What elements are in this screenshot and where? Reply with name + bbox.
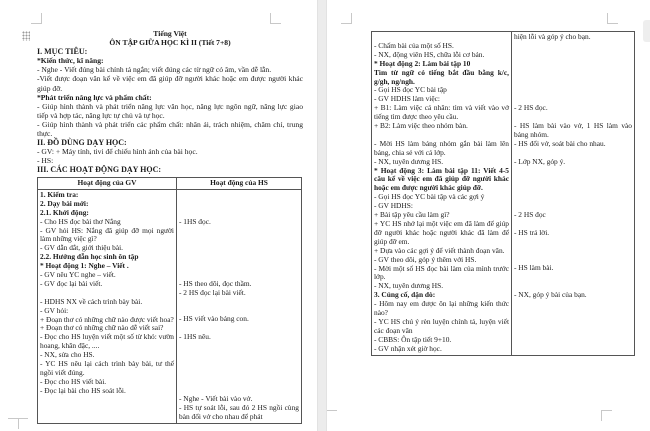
activity-line: + Đoạn thơ có những chữ nào được viết hoa? <box>40 314 174 324</box>
blank-line <box>514 184 632 193</box>
subject-title: Tiếng Việt <box>153 29 187 38</box>
activity-line: - Đọc cho HS viết bài. <box>40 376 107 386</box>
activity-line: + Bài tập yêu cầu làm gì? <box>374 210 450 220</box>
activity-line: - GV HDHS làm việc: <box>374 94 440 104</box>
section-heading: III. CÁC HOẠT ĐỘNG DẠY HỌC: <box>37 165 162 175</box>
activity-line: - GV theo dõi, góp ý thêm với HS. <box>374 254 477 264</box>
blank-line <box>179 244 299 253</box>
blank-line <box>179 298 299 307</box>
paragraph: - GV: + Máy tính, tivi để chiếu hình ảnh của bài học. <box>37 147 198 157</box>
blank-line <box>514 60 632 69</box>
margin-corner-mark <box>607 13 618 24</box>
activity-line: + Dựa vào các gợi ý để viết thành đoạn văn. <box>374 245 505 255</box>
scrollbar[interactable] <box>643 20 650 42</box>
activity-line: - Chấm bài của một số HS. <box>374 40 454 50</box>
blank-line <box>514 273 632 282</box>
student-activities-cell[interactable] <box>177 189 302 423</box>
margin-corner-mark <box>270 13 281 24</box>
paragraph: - Giúp hình thành và phát triển các phẩm chất: nhân ái, trách nhiệm, chăm chỉ, trung thực. <box>37 119 303 139</box>
activity-line: - CBBS: Ôn tập tiết 9+10. <box>374 334 452 344</box>
activity-line: - YC HS chú ý rèn luyện chính tả, luyện viết các đoạn văn <box>374 316 509 335</box>
section-heading: I. MỤC TIÊU: <box>37 47 88 57</box>
drag-handle-icon[interactable] <box>22 31 30 41</box>
margin-corner-mark <box>18 418 28 429</box>
blank-line <box>179 253 299 262</box>
activity-line: - GV đọc lại bài viết. <box>40 278 103 288</box>
blank-line <box>179 342 299 351</box>
activities-table-continued <box>371 31 635 356</box>
activity-line: - 2 HS đọc lại bài viết. <box>179 287 246 297</box>
activity-line: + B2: Làm việc theo nhóm bàn. <box>374 121 468 131</box>
activity-line: + Đoạn thơ có những chữ nào dễ viết sai? <box>40 323 164 333</box>
activity-line: - 2 HS đọc <box>514 209 546 219</box>
activity-line: - Mời HS làm bảng nhóm gắn bài làm lên bảng, chia sẻ với cả lớp. <box>374 138 509 157</box>
activity-line: - Lớp NX, góp ý. <box>514 156 566 166</box>
activity-line: - Mời một số HS đọc bài làm của mình trước lớp. <box>374 263 509 282</box>
activity-line: - GV nhận xét giờ học. <box>374 343 442 353</box>
blank-line <box>514 86 632 95</box>
activity-line: - Hôm nay em được ôn lại những kiến thức nào? <box>374 299 509 318</box>
margin-corner-mark <box>31 13 42 24</box>
activity-line: - Đọc lại bài cho HS soát lỗi. <box>40 385 126 395</box>
blank-line <box>179 235 299 244</box>
activity-line: - HS tự soát lỗi, sau đó 2 HS ngồi cùng bàn đổi vở cho nhau để phát <box>179 403 299 422</box>
activity-line: - GV HDHS: <box>374 201 413 211</box>
activity-line: - HS đổi vở, soát bài cho nhau. <box>514 138 606 148</box>
activity-line: - Đọc cho HS luyện viết một số từ khó: vườn hoang, khăn đặc, .... <box>40 332 174 351</box>
blank-line <box>514 42 632 51</box>
activity-line: - NX, động viên HS, chữa lỗi cơ bản. <box>374 49 485 59</box>
blank-line <box>179 351 299 360</box>
activity-line: - HS theo dõi, đọc thầm. <box>179 278 252 288</box>
blank-line <box>179 378 299 387</box>
section-heading: II. ĐỒ DÙNG DẠY HỌC: <box>37 138 127 148</box>
margin-corner-mark <box>341 13 352 24</box>
page-gutter <box>317 0 327 431</box>
activity-line: - 1HS đọc. <box>179 216 211 226</box>
blank-line <box>514 69 632 78</box>
activity-line: - GV dẫn dắt, giới thiệu bài. <box>40 243 124 253</box>
subsection-heading: *Kiến thức, kĩ năng: <box>37 56 104 66</box>
blank-line <box>514 193 632 202</box>
activity-line: - Cho HS đọc bài thơ Nắng <box>40 216 121 226</box>
student-activities-cell[interactable] <box>512 32 635 356</box>
lesson-sections <box>37 47 303 174</box>
activity-heading: Tìm từ ngữ có tiếng bắt đầu bằng k/c, g/gh, ng/ngh. <box>374 67 509 86</box>
activity-line: - GV nêu YC nghe – viết. <box>40 270 116 280</box>
document-page-right <box>327 0 650 431</box>
activity-heading: * Hoạt động 2: Làm bài tập 10 <box>374 58 471 68</box>
activity-line: - Gọi HS đọc YC bài tập <box>374 85 447 95</box>
activity-line: - YC HS nêu lại cách trình bày bài, tư thế ngồi viết đúng. <box>40 359 174 378</box>
blank-line <box>179 360 299 369</box>
blank-line <box>514 51 632 60</box>
paragraph: - HS: <box>37 156 54 166</box>
activity-line: - HS trả lời. <box>514 227 550 237</box>
activity-line: - NX, sửa cho HS. <box>40 350 95 360</box>
activity-line: - NX, tuyên dương HS. <box>374 281 444 291</box>
blank-line <box>179 191 299 200</box>
activity-line: + YC HS nhớ lại một việc em đã làm để giúp đỡ người khác hoặc người khác đã làm để giúp đỡ em. <box>374 219 509 246</box>
blank-line <box>514 247 632 256</box>
lesson-title: ÔN TẬP GIỮA HỌC KÌ II (Tiết 7+8) <box>109 38 231 48</box>
activity-line: - GV hỏi HS: Nắng đã giúp đỡ mọi người làm những việc gì? <box>40 225 174 244</box>
document-page-left <box>0 0 317 431</box>
blank-line <box>514 166 632 175</box>
margin-corner-mark <box>601 410 612 421</box>
blank-line <box>514 77 632 86</box>
margin-corner-mark <box>327 410 337 421</box>
blank-line <box>514 238 632 247</box>
blank-line <box>179 200 299 209</box>
activity-heading: 1. Kiểm tra: <box>40 189 79 199</box>
activity-line: hiện lỗi và góp ý cho bạn. <box>514 32 591 41</box>
activity-heading: 2.2. Hướng dẫn học sinh ôn tập <box>40 252 139 262</box>
activity-heading: 3. Củng cố, dặn dò: <box>374 290 436 300</box>
activity-heading: 2.1. Khởi động: <box>40 207 89 217</box>
paragraph: - Giúp hình thành và phát triển năng lực văn học, năng lực ngôn ngữ, năng lực giao tiếp và hợp tác, năng lực tự chủ và tự học. <box>37 101 303 120</box>
activity-line: + B1: Làm việc cá nhân: tìm và viết vào vở tiếng tìm được theo yêu cầu. <box>374 103 509 122</box>
activities-table <box>37 177 302 424</box>
activity-line: - HS làm bài. <box>514 263 554 273</box>
activity-line: - GV hỏi: <box>40 305 69 315</box>
lesson-body <box>37 29 303 175</box>
activity-line: - NX, tuyên dương HS. <box>374 156 444 166</box>
table-header-teacher: Hoạt động của GV <box>38 178 177 190</box>
blank-line <box>179 262 299 271</box>
activity-line: - 2 HS đọc. <box>514 103 548 113</box>
paragraph: -Viết được đoạn văn kể về việc em đã giúp đỡ người khác hoặc em được người khác giúp đỡ. <box>37 74 303 93</box>
blank-line <box>179 226 299 235</box>
teacher-activities-cell[interactable] <box>38 189 177 423</box>
paragraph: - Nghe - Viết đúng bài chính tả ngắn; viết đúng các từ ngữ có âm, vần dễ lẫn. <box>37 65 272 75</box>
activity-line: - HDHS NX về cách trình bày bài. <box>40 296 143 306</box>
blank-line <box>179 369 299 378</box>
table-header-student: Hoạt động của HS <box>177 178 302 190</box>
teacher-activities-cell[interactable] <box>372 32 512 356</box>
activity-line: - HS làm bài vào vở, 1 HS làm vào bảng nhóm. <box>514 120 632 139</box>
subsection-heading: *Phát triển năng lực và phẩm chất: <box>37 92 152 102</box>
activity-heading: * Hoạt động 3: Làm bài tập 11: Viết 4-5 câu kể về việc em đã giúp đỡ người khác hoặc em được người khác giúp đỡ. <box>374 165 509 193</box>
blank-line <box>514 175 632 184</box>
activity-line: - Gọi HS đọc YC bài tập và các gợi ý <box>374 192 485 202</box>
activity-heading: 2. Dạy bài mới: <box>40 198 89 208</box>
activity-line: - 1HS nêu. <box>179 332 211 342</box>
activity-line: - HS viết vào bảng con. <box>179 314 249 324</box>
activity-heading: * Hoạt động 1: Nghe – Viết . <box>40 261 129 271</box>
activity-line: - Nghe - Viết bài vào vở. <box>179 394 253 404</box>
activity-line: - NX, góp ý bài của bạn. <box>514 289 587 299</box>
